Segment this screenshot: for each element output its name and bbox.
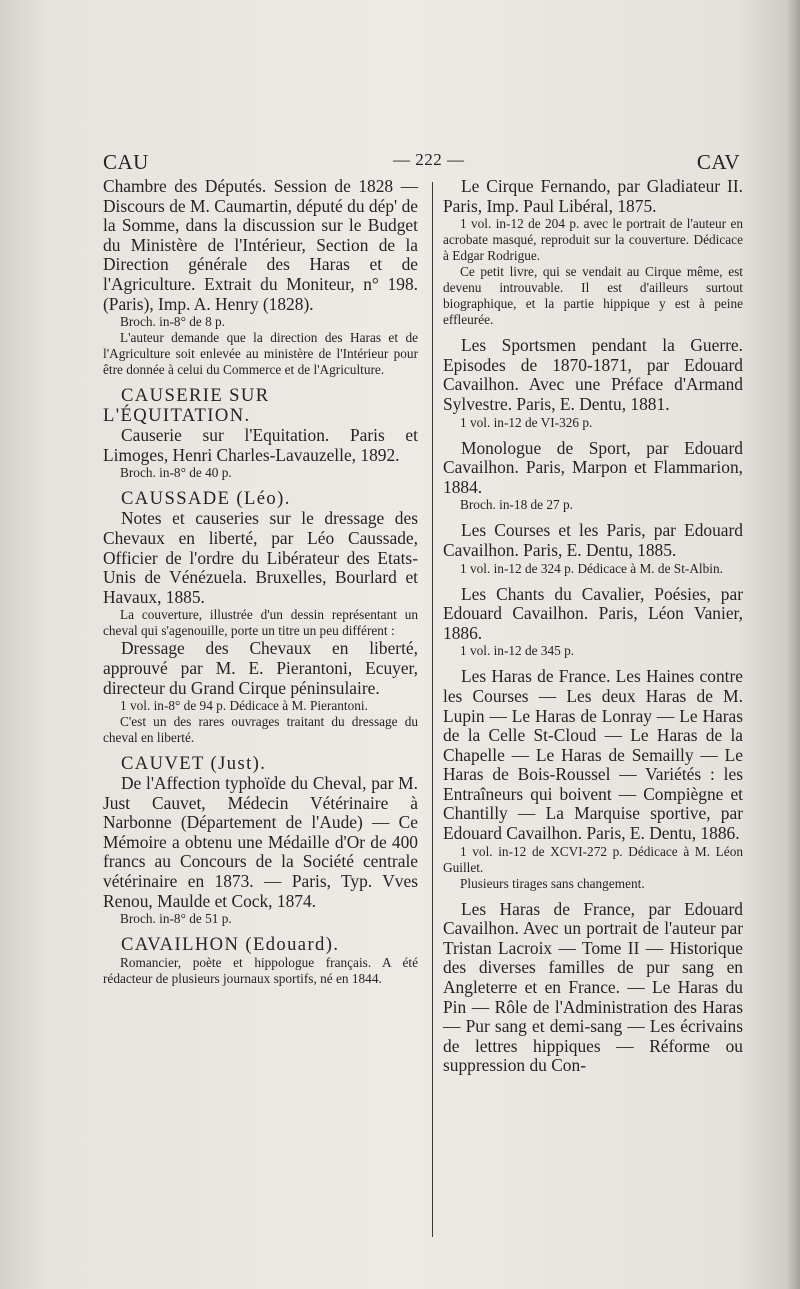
entry-note: Broch. in-8° de 40 p.: [120, 465, 232, 481]
entry-heading: CAUVET (Just).: [121, 753, 267, 775]
entry-heading: CAVAILHON (Edouard).: [121, 934, 340, 956]
entry-text: Causerie sur l'Equitation. Paris et Limoges, Henri Charles-Lavauzelle, 1892.: [103, 425, 418, 465]
entry-note: 1 vol. in-12 de 345 p.: [460, 643, 575, 659]
entry-note: C'est un des rares ouvrages traitant du dressage du cheval en liberté.: [103, 714, 418, 746]
entry-note: L'auteur demande que la direction des Haras et de l'Agriculture soit enlevée au ministère de l'Intérieur pour être donnée à celui du Commerce et de l'Agriculture.: [103, 330, 418, 378]
entry-text: De l'Affection typhoïde du Cheval, par M. Just Cauvet, Médecin Vétérinaire à Narbonne (Département de l'Aude) — Ce Mémoire a obtenu une Médaille d'Or de 400 francs au Concours de la Société centrale vétérinaire en 1873. — Paris, Typ. Vves Renou, Maulde et Cock, 1874.: [103, 773, 418, 911]
header-left: CAU: [103, 150, 149, 174]
column-divider: [432, 182, 433, 1237]
entry-text: Monologue de Sport, par Edouard Cavailhon. Paris, Marpon et Flammarion, 1884.: [443, 437, 743, 497]
entry-note: Plusieurs tirages sans changement.: [460, 875, 645, 891]
entry-text: Dressage des Chevaux en liberté, approuvé par M. E. Pierantoni, Ecuyer, directeur du Grand Cirque péninsulaire.: [103, 638, 418, 698]
entry-note: La couverture, illustrée d'un dessin représentant un cheval qui s'agenouille, porte un titre un peu différent :: [103, 607, 418, 639]
entry-note: 1 vol. in-12 de XCVI-272 p. Dédicace à M. Léon Guillet.: [443, 843, 743, 875]
entry-text: Le Cirque Fernando, par Gladiateur II. Paris, Imp. Paul Libéral, 1875.: [443, 176, 743, 216]
entry-text: Les Sportsmen pendant la Guerre. Episodes de 1870-1871, par Edouard Cavailhon. Avec une Préface d'Armand Sylvestre. Paris, E. Dentu, 1881.: [443, 335, 743, 414]
entry-note: Ce petit livre, qui se vendait au Cirque même, est devenu introuvable. Il est d'ailleurs surtout biographique, et la partie hippique y est à peine effleurée.: [443, 264, 743, 328]
entry-note: Broch. in-8° de 8 p.: [120, 314, 226, 330]
entry-note: 1 vol. in-12 de 204 p. avec le portrait de l'auteur en acrobate masqué, reproduit sur la couverture. Dédicace à Edgar Rodrigue.: [443, 216, 743, 264]
entry-text: Notes et causeries sur le dressage des Chevaux en liberté, par Léo Caussade, Officier de l'ordre du Libérateur des Etats-Unis de Vénézuela. Bruxelles, Bourlard et Havaux, 1885.: [103, 508, 418, 607]
entry-text: Les Courses et les Paris, par Edouard Cavailhon. Paris, E. Dentu, 1885.: [443, 520, 743, 560]
entry-note: 1 vol. in-12 de VI-326 p.: [460, 414, 593, 430]
entry-note: Broch. in-8° de 51 p.: [120, 911, 232, 927]
entry-text: Les Haras de France. Les Haines contre les Courses — Les deux Haras de M. Lupin — Le Haras de Lonray — Le Haras de la Celle St-Cloud — Le Haras de la Chapelle — Le Haras de Semailly — Le Haras de Bois-Roussel — Variétés : les Entraîneurs qui boivent — Compiègne et Chantilly — La Marquise sportive, par Edouard Cavailhon. Paris, E. Dentu, 1886.: [443, 666, 743, 844]
entry-note: Romancier, poète et hippologue français. A été rédacteur de plusieurs journaux sportifs, né en 1844.: [103, 955, 418, 987]
entry-note: Broch. in-18 de 27 p.: [460, 497, 574, 513]
entry-heading: CAUSSADE (Léo).: [121, 488, 291, 510]
entry-text: Les Haras de France, par Edouard Cavailhon. Avec un portrait de l'auteur par Tristan Lacroix — Tome II — Historique des diverses familles de pur sang en Angleterre et en France. — Le Haras du Pin — Rôle de l'Administration des Haras — Pur sang et demi-sang — Les écrivains de lettres hippiques — Réforme ou suppression du Con-: [443, 898, 743, 1076]
left-column: [103, 177, 418, 987]
right-column: [443, 177, 743, 1076]
entry-text: Les Chants du Cavalier, Poésies, par Edouard Cavailhon. Paris, Léon Vanier, 1886.: [443, 583, 743, 643]
page-number: — 222 —: [393, 150, 465, 169]
entry-note: 1 vol. in-8° de 94 p. Dédicace à M. Pierantoni.: [120, 698, 368, 714]
entry-text: Chambre des Députés. Session de 1828 — Discours de M. Caumartin, député du dép' de la Somme, dans la discussion sur le Budget du Ministère de l'Intérieur, Section de la Direction générale des Haras et de l'Agriculture. Extrait du Moniteur, n° 198. (Paris), Imp. A. Henry (1828).: [103, 176, 418, 314]
entry-heading: CAUSERIE SUR L'ÉQUITATION.: [103, 385, 270, 427]
header-right: CAV: [696, 150, 740, 174]
page-gutter-shadow: [786, 0, 800, 1289]
entry-note: 1 vol. in-12 de 324 p. Dédicace à M. de St-Albin.: [460, 560, 723, 576]
